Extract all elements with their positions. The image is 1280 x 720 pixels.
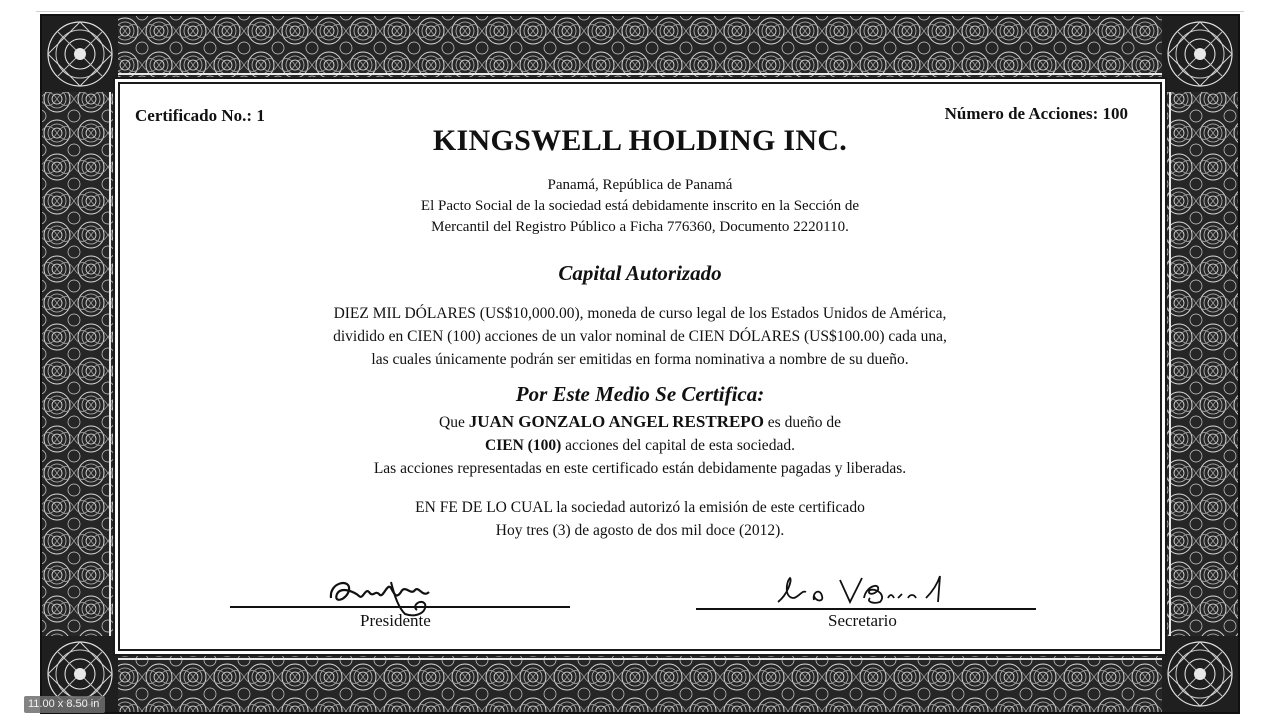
authorized-capital-heading: Capital Autorizado	[558, 261, 722, 285]
attestation-text	[120, 496, 1160, 542]
company-name: KINGSWELL HOLDING INC.	[432, 124, 848, 157]
capital-line: dividido en CIEN (100) acciones de un valor nominal de CIEN DÓLARES (US$100.00) cada una,	[333, 328, 947, 345]
president-signature-line	[230, 606, 570, 608]
capital-line: las cuales únicamente podrán ser emitidas en forma nominativa a nombre de su dueño.	[371, 351, 909, 368]
attestation-line: EN FE DE LO CUAL la sociedad autorizó la emisión de este certificado	[415, 499, 865, 516]
certificate-number: Certificado No.: 1	[135, 106, 265, 125]
owner-name: JUAN GONZALO ANGEL RESTREPO	[468, 412, 764, 431]
owner-line	[120, 410, 1160, 434]
number-of-shares: Número de Acciones: 100	[944, 104, 1128, 123]
registration-line: El Pacto Social de la sociedad está debidamente inscrito en la Sección de	[420, 198, 860, 214]
certification-text	[120, 410, 1160, 480]
owner-prefix: Que	[439, 414, 469, 431]
capital-line: DIEZ MIL DÓLARES (US$10,000.00), moneda de curso legal de los Estados Unidos de América,	[333, 305, 947, 322]
registration-line: Panamá, República de Panamá	[547, 177, 733, 193]
shares-line	[120, 434, 1160, 457]
corner-rosette-top-right	[1162, 16, 1238, 92]
paid-line: Las acciones representadas en este certificado están debidamente pagadas y liberadas.	[373, 460, 907, 477]
registration-line: Mercantil del Registro Público a Ficha 776360, Documento 2220110.	[431, 219, 849, 235]
corner-rosette-top-left	[42, 16, 118, 92]
stock-certificate	[40, 14, 1240, 714]
shares-count: CIEN (100)	[485, 437, 562, 454]
secretary-signature-line	[696, 608, 1036, 610]
president-label: Presidente	[360, 611, 431, 630]
registration-details	[120, 175, 1160, 238]
secretary-signature	[770, 572, 950, 612]
secretary-label: Secretario	[828, 611, 897, 630]
shares-suffix: acciones del capital de esta sociedad.	[561, 437, 795, 454]
page-size-indicator: 11.00 x 8.50 in	[24, 696, 105, 713]
certificate-body	[120, 84, 1160, 649]
attestation-line: Hoy tres (3) de agosto de dos mil doce (2012).	[495, 522, 785, 539]
corner-rosette-bottom-right	[1162, 636, 1238, 712]
page-top-divider	[36, 11, 1244, 12]
certification-heading: Por Este Medio Se Certifica:	[515, 382, 765, 406]
owner-suffix: es dueño de	[763, 414, 841, 431]
authorized-capital-text	[120, 302, 1160, 371]
